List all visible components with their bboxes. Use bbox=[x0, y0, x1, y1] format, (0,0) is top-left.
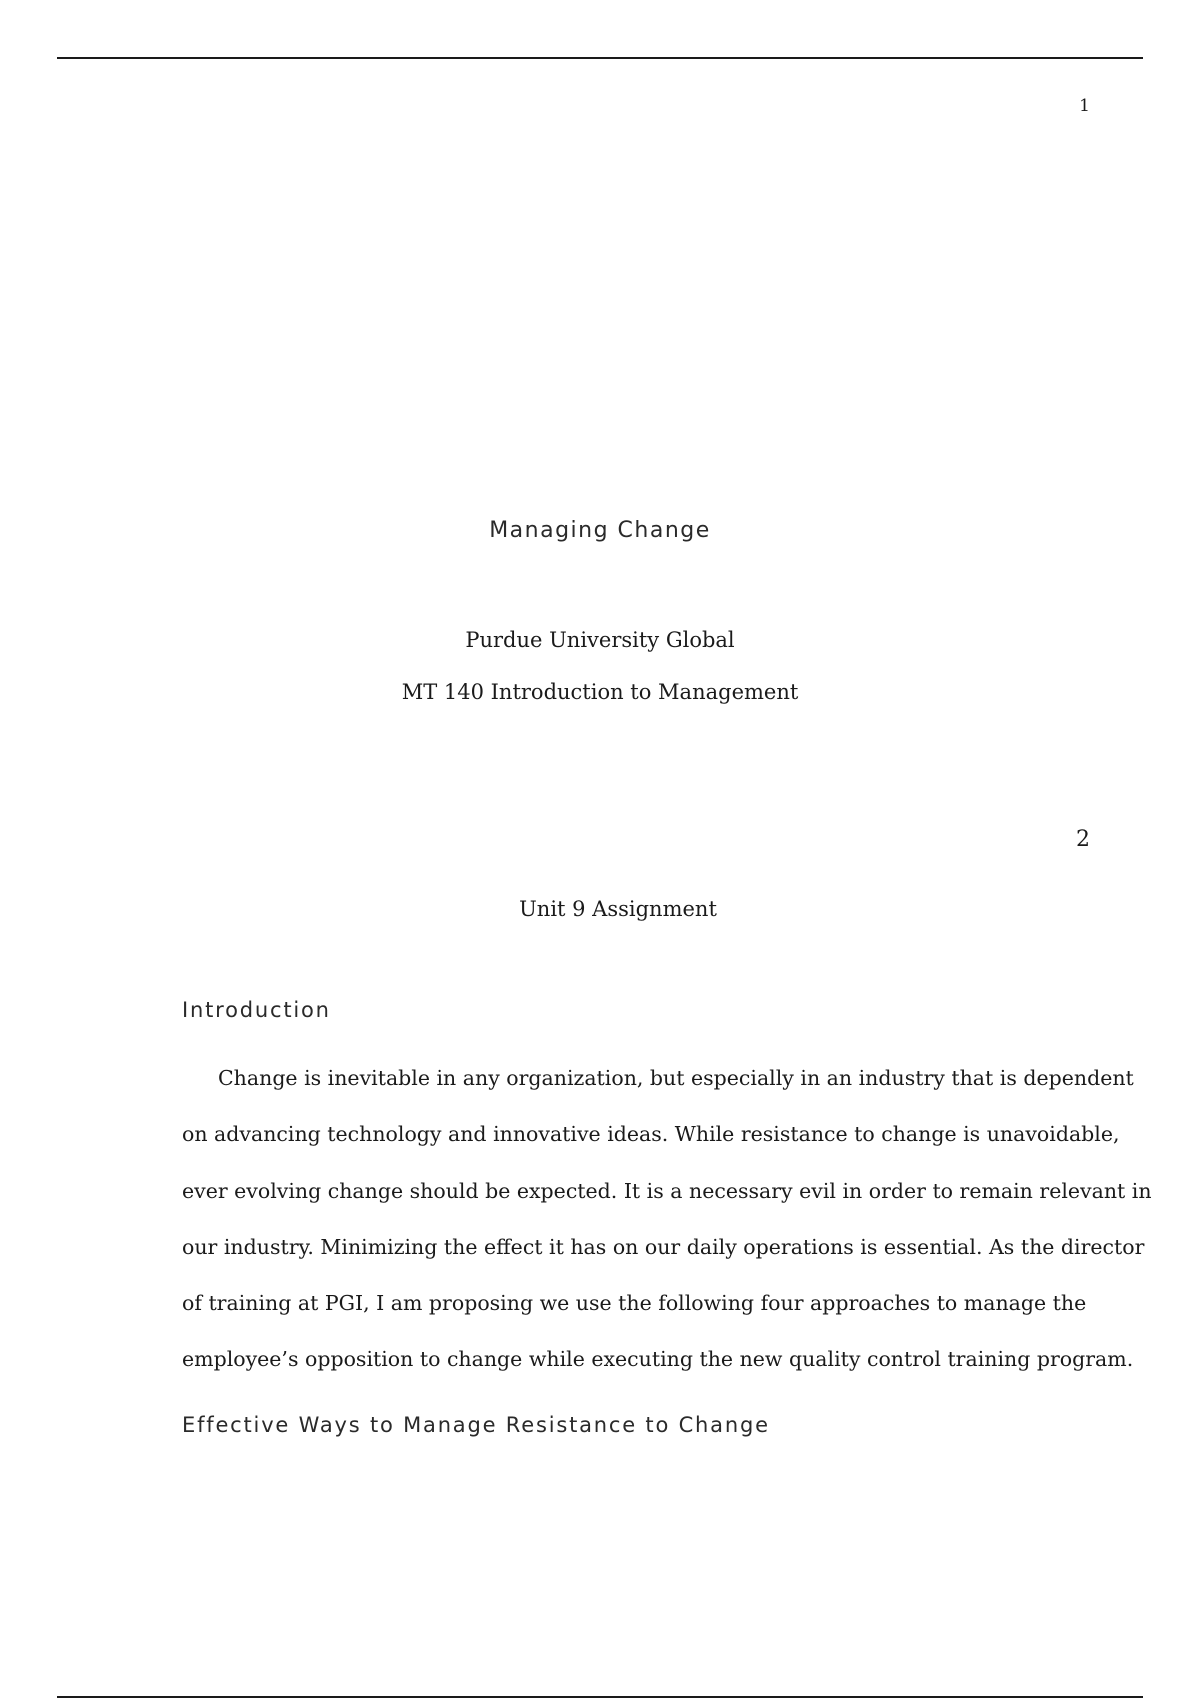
section-heading-effective-ways: Effective Ways to Manage Resistance to Change bbox=[182, 1413, 770, 1437]
paragraph-line: on advancing technology and innovative ideas. While resistance to change is unavoidable, bbox=[182, 1122, 1120, 1147]
top-border-rule bbox=[57, 57, 1143, 59]
paragraph-line: Change is inevitable in any organization, but especially in an industry that is dependent bbox=[218, 1066, 1134, 1090]
page-number-1: 1 bbox=[1079, 96, 1090, 116]
paragraph-line: employee’s opposition to change while executing the new quality control training program. bbox=[182, 1347, 1134, 1372]
institution-name: Purdue University Global bbox=[465, 628, 735, 652]
paragraph-line: ever evolving change should be expected. It is a necessary evil in order to remain relevant in bbox=[182, 1178, 1152, 1203]
bottom-border-rule bbox=[57, 1696, 1143, 1698]
assignment-title: Unit 9 Assignment bbox=[519, 897, 717, 921]
section-heading-introduction: Introduction bbox=[182, 998, 331, 1022]
paragraph-line: of training at PGI, I am proposing we use the following four approaches to manage the bbox=[182, 1291, 1087, 1316]
paragraph-line: our industry. Minimizing the effect it has on our daily operations is essential. As the director bbox=[182, 1234, 1145, 1259]
course-name: MT 140 Introduction to Management bbox=[401, 680, 799, 704]
page-number-2: 2 bbox=[1076, 827, 1090, 852]
introduction-paragraph bbox=[182, 1050, 1152, 1388]
paper-title: Managing Change bbox=[489, 518, 711, 543]
